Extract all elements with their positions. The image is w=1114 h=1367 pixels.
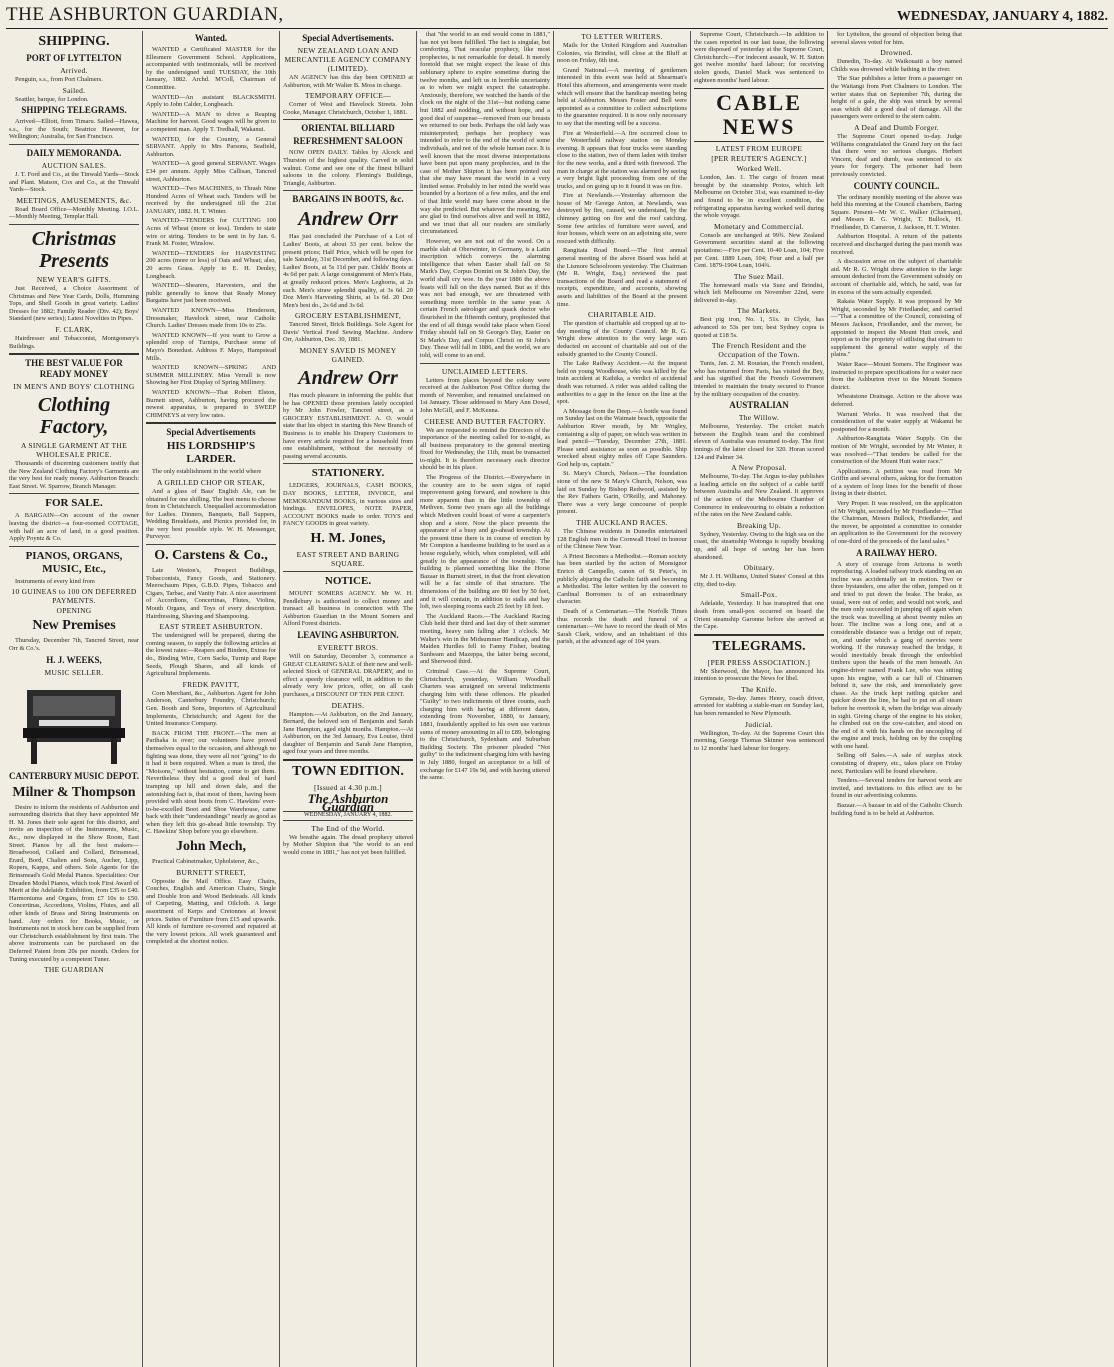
columns — [6, 31, 1108, 1367]
clark-name: F. CLARK, — [55, 324, 93, 334]
wanted-heading: Wanted. — [194, 33, 228, 43]
new-year-gifts-heading: NEW YEAR'S GIFTS. — [36, 274, 112, 284]
knife-heading: The Knife. — [741, 684, 777, 694]
canterbury-depot-heading: CANTERBURY MUSIC DEPOT. — [9, 770, 139, 781]
auction-heading: AUCTION SALES. — [41, 160, 107, 170]
suez-mail-heading: The Suez Mail. — [733, 271, 785, 281]
oriental-billiard-heading: ORIENTAL BILLIARD — [301, 123, 395, 134]
memoranda-heading: DAILY MEMORANDA. — [26, 147, 122, 158]
column-4: that "the world to an end would come in 1881," has not yet been fulfilled. The fact is singular, but comforting. That oracular prophecy, like most prophecies, is not remarkable for detail. It merely foretold that we might expect the lease of this sublunary sphere to expire sometime during the twelve months, and left us in horrible uncertainty as to when we might expect the catastrophe. Anxiously, therefore, we watched the hands of the clock on the night of the 31st—but nothing came but 1882 and nodding, and without hope, and a good deal of suspense—removed from our breasts we returned to our beds. Perhaps the old lady was misinterpreted; perhaps her prophecy was intended to refer to the end of the world of some individuals, and not of the whole human race. It is well known that the most diverse interpretations have been put upon many prophecies, and in the case of Mother Shipton it has been pointed out that she may have meant the world in a very limited sense. Probably in her mind the world was bounded by a horizon of a few miles, and the end of that little world may have come about in the way she predicted. But whatever the meaning, we are glad to find ourselves alive and well in 1882, and we trust that all our readers are similarly circumstanced. However, we are not out of the wood. On a marble slab at Oberwinter, in Germany, is a Latin inscription which conveys the alarming intelligence that when Easter shall fall on St Mark's Day, Corpus Domini on St John's Day, the world shall cry woe. In the year 1886 the above feasts will fall on the days named. But as if this was not bad enough, we are threatened with something more terrible in the same year. A certain French astrologer and quack doctor who flourished in the fifteenth century, prophesied that the end of all things would take place when Good Friday should fall on St George's Day, Easter on St Mark's Day, and Corpus Christi on St John's Day. These will fall in 1886, and the world, we are told, will come to an end. UNCLAIMED LETTERS. Letters from places beyond the colony were received at the Ashburton Post Office during the month of November, and remained unclaimed on 1st January. Those addressed to Mary Ann Dowd, John McGill, and F. McKenna. CHEESE AND BUTTER FACTORY. We are requested to remind the Directors of the importance of the meeting called for to-night, as all business preparatory to the general meeting fixed for Wednesday, the 11th, must be transacted to-night. It is therefore necessary each director should be in his place. The Progress of the District.—Everywhere in the country are to be seen signs of rapid improvement going forward, and nowhere is this more apparent than in the little township of Methven. Some two years ago all the buildings which Methven could boast of were a carpenter's shop and a store. Now the place presents the appearance of a busy and go-ahead township. At the present time there is in course of erection by Mr Compton a handsome building to be used as a house regularly, which, when completed, will add greatly to the appearance of the township. The building is planned something like the Horse Bazaar in Burnett street, in that the front elevation will be a fac simile of that structure. The dimensions of the building are 80 feet by 50 feet, and it will contain, in addition to stalls and hay loft, two sleeping rooms each 25 feet by 18 feet. The Auckland Races.—The Auckland Racing Club held their third and last day of their summer meeting, heavy rain falling after 1 o'clock. Mr Walter's win in the Midsummer Handicap, and the Maiden Hurdles fell to Fanny Fisher, beating Sunbeam and Mazeppa, the latter being second, and Sherwood third. Criminal Case.—At the Supreme Court, Christchurch, yesterday, William Woodhall Charters was arraigned on several indictments charging him with these offences. He pleaded "Guilty" to two indictments of three counts, each charging him with having at different dates, extending from November, 1880, to January, 1881, fraudulently applied to his own use various sums of money amounting in all to £89, belonging to the Christchurch, Sydenham and Suburban Building Society. The prisoner pleaded "Not guilty" to the indictment charging him with having in July 1880, forged an acceptance to a bill of exchange for £147 19s 9d, and with having uttered the same. — [417, 31, 554, 1367]
meetings-heading: MEETINGS, AMUSEMENTS, &c. — [16, 195, 132, 205]
drowned-heading: Drowned. — [880, 48, 913, 58]
mens-clothing-heading: IN MEN'S AND BOYS' CLOTHING — [13, 382, 135, 392]
letter-writers-heading: TO LETTER WRITERS. — [581, 32, 663, 41]
end-of-world-heading: The End of the World. — [311, 823, 385, 833]
loan-agency-heading: NEW ZEALAND LOAN AND MERCANTILE AGENCY COMPANY (LIMITED). — [284, 46, 412, 73]
port-heading: PORT OF LYTTELTON — [26, 53, 122, 63]
unclaimed-letters-heading: UNCLAIMED LETTERS. — [441, 366, 529, 376]
shipping-telegrams-heading: SHIPPING TELEGRAMS. — [21, 105, 127, 116]
arrived-heading: Arrived. — [60, 66, 88, 75]
deaf-dumb-forger-heading: A Deaf and Dumb Forger. — [854, 122, 939, 132]
guardian-dateline: WEDNESDAY, JANUARY 4, 1882. — [283, 811, 413, 821]
column-1: SHIPPING. PORT OF LYTTELTON Arrived. Penguin, s.s., from Port Chalmers. Sailed. Seattler, barque, for London. SHIPPING TELEGRAMS. Arrived—Elliott, from Timaru. Sailed—Hawea, s.s., for the South; Beatrice Hawerer, for Wellington; Australia, for San Francisco. DAILY MEMORANDA. AUCTION SALES. J. T. Ford and Co., at the Tinwald Yards—Stock and Plant. Matson, Cox and Co., at the Tinwald Yards—Stock. MEETINGS, AMUSEMENTS, &c. Road Board Office—Monthly Meeting. I.O.L.—Monthly Meeting, Templar Hall. Christmas Presents NEW YEAR'S GIFTS. Just Received, a Choice Assortment of Christmas and New Year Cards, Dolls, Humming Tops, and Shell Goods in great variety. Ladies' Dresses for 1882; Family Reader (Div. 42); Boys' Standard (new series); Latest Novelties in Pipes. F. CLARK, Hairdresser and Tobacconist, Montgomery's Buildings. THE BEST VALUE FOR READY MONEY IN MEN'S AND BOYS' CLOTHING Clothing Factory, A SINGLE GARMENT AT THE WHOLESALE PRICE. Thousands of discerning customers testify that the New Zealand Clothing Factory's Garments are the very best for ready money. Ashburton Branch: East Street. W. Sparrow, Branch Manager. FOR SALE. A BARGAIN—On account of the owner leaving the district—a four-roomed COTTAGE, with half an acre of land, in a good position. Apply Poyntz & Co. PIANOS, ORGANS, MUSIC, Etc., Instruments of every kind from 10 GUINEAS to 100 ON DEFERRED PAYMENTS. OPENING New Premises Thursday, December 7th, Tancred Street, near Orr & Co.'s. H. J. WEEKS, MUSIC SELLER. CANTERBURY MUSIC DEPOT. Milner & Thompson Desire to inform the residents of Ashburton and surrounding districts that they have appointed Mr H. M. Jones their sole agent for this district, and invite an inspection of the Instruments, Music, &c., now displayed in the Show Room, East Street. Pianos by all the best makers—Broadwood, Collard and Collard, Brinsmead, Erard, Bord, Chalien and Sons, Aucher, Lipp, Ropers, Kapps, and others. Sole Agents for the Brinsmead's Gold Medal Pianos. Specialities: Our Dreaden Model Pianos, which took First Award of Merit at the Adelaide Exhibition, from £35 to £40. Harmoniums and Organs, from £7 10s to £50. Concertinas, Accordions, Violins, Flutes, and all other kinds of Brass and String Instruments on hand. Any orders for Books, Music, or Instruments not in stock here can be supplied from our Christchurch establishment by first train. The above instruments can be purchased on the Deferred Patent from 20s per month. Orders for Tuning executed by a competent Tuner. THE GUARDIAN — [6, 31, 143, 1367]
opening-heading: OPENING — [56, 606, 92, 616]
burnett-street-heading: BURNETT STREET, — [176, 867, 246, 877]
andrew-orr-heading: Andrew Orr — [298, 208, 398, 231]
town-edition-heading: TOWN EDITION. — [292, 764, 404, 780]
charitable-aid-heading: CHARITABLE AID. — [587, 310, 657, 320]
column-3: Special Advertisements. NEW ZEALAND LOAN AND MERCANTILE AGENCY COMPANY (LIMITED). AN AGENCY has this day been OPENED at Ashburton, with Mr Walter B. Moss in charge. TEMPORARY OFFICE— Corner of West and Havelock Streets. John Cooke, Manager. Christchurch, October 1, 1881. ORIENTAL BILLIARD REFRESHMENT SALOON NOW OPEN DAILY. Tables by Alcock and Thurston of the highest quality. Carved in solid walnut. Come and see one of the finest billiard saloons in the colony. Fleming's Buildings, Triangle, Ashburton. BARGAINS IN BOOTS, &c. Andrew Orr Has just concluded the Purchase of a Lot of Ladies' Boots, at about 33 per cent. below the present prices; Half Price, which will be open for sale Saturday, 31st December, and following days. Ladies' Boots, at 5s 11d per pair. Childs' Boots at 4s 6d per pair. A large consignment of Men's Hats, at greatly reduced prices. Men's Leghorns, at 2s each. Men's straw splendid quality, at 3s 6d. 20 Doz Men's Harvesting Shirts, at 1s 6d. 20 Doz Men's best do., 2s 6d and 3s 6d. GROCERY ESTABLISHMENT, Tancred Street, Brick Buildings. Sole Agent for Davis' Vertical Feed Sewing Machine. Andrew Orr, Ashburton, Dec. 30, 1881. MONEY SAVED IS MONEY GAINED. Andrew Orr Has much pleasure in informing the public that he has OPENED those premises lately occupied by Mr John Fowler, Tancred street, as a GROCERY ESTABLISHMENT. A. O. would state that his object in starting this New Branch of Business is to enable his Drapery Customers to have every article required for a household from one establishment, without the necessity of passing several accounts. STATIONERY. LEDGERS, JOURNALS, CASH BOOKS, DAY BOOKS, LETTER, INVOICE, and MEMORANDUM BOOKS, in various sizes and bindings. ENVELOPES, NOTE PAPER, ACCOUNT BOOKS made to order. TOYS and FANCY GOODS in great variety. H. M. Jones, EAST STREET AND BARING SQUARE. NOTICE. MOUNT SOMERS AGENCY. Mr W. H. Pendlebury is authorised to collect money and transact all business in connection with The Ashburton Guardian in the Mount Somers and Alford Forest districts. LEAVING ASHBURTON. EVERETT BROS. Will on Saturday, December 3, commence a GREAT CLEARING SALE of their new and well-selected Stock of GENERAL DRAPERY, and to effect a speedy clearance will, in addition to the already very low prices, offer, on all cash purchases, a DISCOUNT OF TEN PER CENT. DEATHS. Hampton.—At Ashburton, on the 2nd January, Bernard, the beloved son of Benjamin and Sarah Jane Hampton, aged eight months. Hampton.—At Ashburton, on the 3rd January, Eva Louise, third daughter of Benjamin and Sarah Jane Hampton, aged four years and three months. TOWN EDITION. [Issued at 4.30 p.m.] The Ashburton Guardian WEDNESDAY, JANUARY 4, 1882. The End of the World. We breathe again. The dread prophecy uttered by Mother Shipton that "the world to an end would come in 1881," has not yet been fulfilled. — [280, 31, 417, 1367]
french-resident-heading: The French Resident and the Occupation of the Town. — [711, 341, 807, 360]
auckland-races-heading: THE AUCKLAND RACES. — [576, 518, 668, 528]
hm-jones-heading: H. M. Jones, — [310, 530, 386, 546]
column-5: TO LETTER WRITERS. Mails for the United Kingdom and Australian Colonies, via Brindisi, will close at the Bluff at noon on Friday, 6th inst. Grand National.—A meeting of gentlemen interested in this event was held at Shearman's Hotel this afternoon, and arrangements were made which will ensure that the handicap meeting being held at Ashburton. Messrs Foster and Bell were appointed as a committee to collect subscriptions to the guarantee required. It is now only necessary to say that the meeting will be a success. Fire at Westerfield.—A fire occurred close to the Westerfield railway station on Monday evening. It appears that four trucks were standing close to the station, two of them laden with timber for the new works, and a third with firewood. The man in charge at the station was alarmed by seeing a very bright light proceeding from one of the trucks, and on going up to it found it was on fire. Fire at Newlands.—Yesterday afternoon the house of Mr George Anton, at Newlands, was destroyed by fire, caused, we understand, by the chimney getting on fire and the roof catching. Some few articles of furniture were saved, and four houses, which were on an adjoining site, were rescued with difficulty. Rangitata Road Board.—The first annual general meeting of the above Board was held at the Lismore Schoolroom yesterday. The Chairman (Mr R. Wright, Esq.) reviewed the past transactions of the Board and read a statement of receipts, expenditure, and accounts, showing assets and liabilities of the Board at the present time. CHARITABLE AID. The question of charitable aid cropped up at to-day meeting of the County Council. Mr R. G. Wright drew attention to the very large sum deducted on account of charitable aid out of the subsidy granted to the County Council. The Lake Railway Accident.—At the inquest held on young Woodhouse, who was killed by the train accident at Kaihika, a verdict of accidental death was returned. A rider was added calling the authorities to a gap in the fence on the line at the spot. A Message from the Deep.—A bottle was found on Sunday last on the Waimate beach, opposite the Ashburton River mouth, by Mr Wrigley, containing a slip of paper, on which was written in lead pencil—"Tuesday, December 27th, 1881. Please send assistance as soon as possible. Ship wrecked about eighty miles off Cape Saunders. God help us, captain." St. Mary's Church, Nelson.—The foundation stone of the new St Mary's Church, Nelson, was laid on Sunday by Bishop Redwood, assisted by the Rev Fathers Garin, O'Reilly, and Mahoney. There was a very large concourse of people present. THE AUCKLAND RACES. The Chinese residents in Dunedin entertained 128 English men in the Cornwall Hotel in honour of the Chinese New Year. A Priest Becomes a Methodist.—Roman society has been startled by the action of Monsignor Enrico di Campello, canon of St Peter's, in publicly abjuring the Catholic faith and becoming a Methodist. The letter written by the convert to Cardinal Borromeo is of an extraordinary character. Death of a Centenarian.—The Norfolk Times thus records the death and funeral of a centenarian:—We have to record the death of Mrs Sarah Clark, widow, and an inhabitant of this parish, at the advanced age of 104 years. — [554, 31, 691, 1367]
best-value-heading: THE BEST VALUE FOR READY MONEY — [25, 358, 123, 380]
east-street-heading: EAST STREET ASHBURTON. — [159, 622, 263, 632]
sailed-heading: Sailed. — [62, 85, 86, 95]
obituary-heading: Obituary. — [743, 563, 775, 573]
john-mech-heading: John Mech, — [176, 839, 246, 855]
deaths-heading: DEATHS. — [331, 700, 365, 710]
pianos-heading: PIANOS, ORGANS, MUSIC, Etc., — [25, 549, 123, 575]
notice-heading: NOTICE. — [324, 574, 372, 587]
bargains-heading: BARGAINS IN BOOTS, &c. — [292, 194, 404, 205]
shipping-heading: SHIPPING. — [38, 34, 110, 49]
leaving-ashburton-heading: LEAVING ASHBURTON. — [297, 629, 399, 640]
lordships-larder-heading: HIS LORDSHIP'S LARDER. — [166, 440, 256, 466]
column-7: for Lyttelton, the ground of objection being that several slaves voted for him. Drowned. Dunedin, To-day. At Waikouaiti a boy named Childs was drowned while bathing in the river. The Star publishes a letter from a passenger on the Waitangi from Port Chalmers to London. The writer states that on September 7th, during the height of a gale, the ship was struck by several seas which did a good deal of damage. All the passengers were ordered to the stern cabin. A Deaf and Dumb Forger. The Supreme Court opened to-day. Judge Williams congratulated the Grand Jury on the fact that there were no serious charges. Herbert Vincent, deaf and dumb, was sentenced to six years for forgery. The prisoner had been previously convicted. COUNTY COUNCIL. The ordinary monthly meeting of the above was held this morning at the Council chambers, Baring Square. Present—Mr W. C. Walker (Chairman), and Messrs R. G. Wright, T. Bullock, H. Friedlander, D. Cameron, J. Jackson, H. T. Winter. Ashburton Hospital. A return of the patients received and discharged during the past month was received. A discussion arose on the subject of charitable aid. Mr R. G. Wright drew attention to the large amount deducted from the Government subsidy on account of charitable aid, which, he said, was far in excess of the sum actually expended. Rakaia Water Supply. It was proposed by Mr Wright, seconded by Mr Friedlander, and carried—"That a committee of the Council, consisting of Messrs Jackson, Friedlander, and the mover, be appointed to inspect the Mount Hutt creek, and report as to the propriety of utilising that stream to supplement the general water supply of the plains." Water Race—Mount Somers. The Engineer was instructed to prepare specifications for a water race from the Ashburton river to the Mount Somers district. Wheatstone Drainage. Action re the above was deferred. Warrant Works. It was resolved that the consideration of the water supply at Wakanui be postponed for a month. Ashburton-Rangitata Water Supply. On the motion of Mr Wright, seconded by Mr Winter, it was resolved—"That tenders be called for the construction of the Mount Hutt water race." Applications. A petition was read from Mr Griffin and several others, asking for the formation of a system of loop lines for the benefit of those living in their district. Very Proper. It was resolved, on the application of Mr Wright, seconded by Mr Friedlander—"That the Chairman, Messrs Bullock, Friedlander, and the mover, be appointed a committee to consider an application to the Government for the recovery of one-third of the proceeds of the land sales." A RAILWAY HERO. A story of courage from Arizona is worth reproducing. A loaded railway truck standing on an incline was accidentally set in motion. Two or three bystanders, one after the other, jumped on it and tried to put down the brake. The brake, as usual, were out of order, and would not work, and the men only succeeded in jumping off again when the truck was travelling at about twenty miles an hour. The incline was a long one, and at a considerable distance was a bridge out of repair, on, and under which a gang of navvies were working. If the runaway reached the bridge, it would inevitably break through the enfeebled timbers upon the heads of the men beneath. An engine-driver named Frank Lee, who was sitting upon his engine, with a car full of Chinamen behind it, saw the risk, and immediately gave chase. As the truck kept rattling quicker and quicker down the line, he had to put on all steam before he overtook it, when the bridge was already in sight. Giving charge of the engine to his stoker, he climbed out on the cow-catcher, and stood on the end of it with his hands on the uncoupling of the engine and truck, holding on by the coupling with one hand. Selling off Sales.—A sale of surplus stock consisting of drapery, etc., takes place on Friday next. Particulars will be found elsewhere. Tenders.—Several tenders for harvest work are invited, and invitations to this effect are to be found in our advertising columns. Bazaar.—A bazaar in aid of the Catholic Church building fund is to be held at Ashburton. — [831, 31, 962, 817]
new-proposal-heading: A New Proposal. — [731, 463, 787, 473]
cable-news-heading: CABLE NEWS — [694, 88, 824, 142]
grocery-establishment-heading: GROCERY ESTABLISHMENT, — [294, 311, 401, 321]
andrew-orr-heading-2: Andrew Orr — [298, 367, 398, 390]
special-ads-heading-3: Special Advertisements. — [302, 33, 394, 43]
everett-bros-heading: EVERETT BROS. — [317, 642, 379, 652]
masthead — [6, 4, 1108, 29]
monetary-heading: Monetary and Commercial. — [714, 221, 804, 231]
worked-well-heading: Worked Well. — [736, 164, 782, 174]
stationery-heading: STATIONERY. — [311, 467, 385, 480]
newspaper-title: THE ASHBURTON GUARDIAN, — [6, 4, 284, 25]
railway-hero-heading: A RAILWAY HERO. — [856, 547, 937, 558]
for-sale-heading: FOR SALE. — [45, 497, 103, 510]
breaking-up-heading: Breaking Up. — [736, 520, 781, 530]
reuter-agency-heading: [PER REUTER'S AGENCY.] — [711, 154, 807, 164]
town-edition-issued: [Issued at 4.30 p.m.] — [314, 783, 382, 793]
carstens-heading: O. Carstens & Co., — [154, 548, 268, 564]
guardian-footer: THE GUARDIAN — [43, 965, 105, 975]
special-ads-heading: Special Advertisements — [166, 427, 256, 438]
christmas-presents-heading: Christmas Presents — [31, 227, 117, 272]
county-council-heading: COUNTY COUNCIL. — [853, 180, 940, 191]
baring-square-heading: EAST STREET AND BARING SQUARE. — [296, 549, 400, 568]
column-6: Supreme Court, Christchurch.—In addition to the cases reported in our last issue, the following were disposed of yesterday at the Supreme Court, Christchurch:—For indecent assault, W. H. Sutton got twelve months' hard labour; for receiving stolen goods, Daniel Mack was sentenced to eighteen months' hard labour. CABLE NEWS LATEST FROM EUROPE [PER REUTER'S AGENCY.] Worked Well. London, Jan. 1. The cargo of frozen meat brought by the steamship Protos, which left Melbourne on October 31st, was examined to-day and found to be in excellent condition, the refrigerating apparatus having worked well during the whole voyage. Monetary and Commercial. Consols are unchanged at 99¾. New Zealand Government securities stand at the following quotations:—Five per Cent. 10-40 Loan, 104; Five per Cent. 1889 Loan, 104; Four and a half per Cent. 1879-1904 Loan, 104¾. The Suez Mail. The homeward mails via Suez and Brindisi, which left Melbourne on November 22nd, were delivered to-day. The Markets. Best pig iron, No. 1, 51s. in Clyde, has advanced to 53s per ton; best Sydney copra is quoted at £18 5s. The French Resident and the Occupation of the Town. Tunis, Jan. 2. M. Roustan, the French resident, who has returned from Paris, has visited the Bey, and has signified that the French Government intended to maintain the treaty secured to France by the military occupation of the country. AUSTRALIAN The Willow. Melbourne, Yesterday. The cricket match between the English team and the combined eleven of Australia was resumed to-day. The first innings of the latter closed for 320. Horan scored 124 and Palmer 34. A New Proposal. Melbourne, To-day. The Argus to-day publishes a leading article on the subject of a cable tariff between Australia and New Zealand. It approves of the action of the Melbourne Chamber of Commerce in endeavouring to obtain a reduction of the rates on the New Zealand cable. Breaking Up. Sydney, Yesterday. Owing to the high sea on the coast, the steamship Wotonga is rapidly breaking up, and all hope of saving her has been abandoned. Obituary. Mr J. H. Williams, United States' Consul at this city, died to-day. Small-Pox. Adelaide, Yesterday. It has transpired that one death from small-pox occurred on board the Orient steamship Garonne before she arrived at the Cape. TELEGRAMS. [PER PRESS ASSOCIATION.] Mr Sherwood, the Mayor, has announced his intention to prosecute the News for libel. The Knife. Gymnaie, To-day. James Henry, coach driver, arrested for stabbing a stable-man on Sunday last, has been remanded to New Plymouth. Judicial. Wellington, To-day. At the Supreme Court this morning, George Thomas Skinner was sentenced to 12 months' hard labour for forgery. — [691, 31, 828, 1367]
music-seller-heading: MUSIC SELLER. — [44, 667, 104, 677]
press-association-heading: [PER PRESS ASSOCIATION.] — [707, 657, 811, 667]
australian-heading: AUSTRALIAN — [729, 400, 789, 411]
latest-europe-heading: LATEST FROM EUROPE — [715, 144, 803, 154]
refreshment-saloon-heading: REFRESHMENT SALOON — [293, 136, 403, 147]
temporary-office-heading: TEMPORARY OFFICE— — [305, 91, 391, 101]
column-2: Wanted. WANTED a Certificated MASTER for the Ellesmere Government School. Applications, accompanied with testimonials, will be received by the undersigned until TUESDAY, the 10th January, 1882. Archd. M'Coll, Chairman of Committee. WANTED—An assistant BLACKSMITH. Apply to John Calder, Longbeach. WANTED—A MAN to drive a Reaping Machine for harvest. Good wages will be given to a competent man. Apply T. Tredhall, Wakanui. WANTED, for the Country, a General SERVANT. Apply to Mrs Parsons, Seafield, Ashburton. WANTED—A good general SERVANT. Wages £34 per annum. Apply Miss Callisan, Tancred street, Ashburton. WANTED—Two MACHINES, to Thrash Nine Hundred Acres of Wheat each. Tenders will be received by the undersigned till the 21st JANUARY, 1882. H. T. Winter. WANTED—TENDERS for CUTTING 100 Acres of Wheat (more or less). Tenders to state wire or string. Tenders to be sent in by Jan. 6. Frank M. Foster, Winslow. WANTED—TENDERS for HARVESTING 200 acres (more or less) of Oats and Wheat; also, 20 acres Grass. Apply to E. H. Denley, Longbeach. WANTED—Shearers, Harvesters, and the public generally to know that Ready Money Bargains have just been received. WANTED KNOWN—Miss Henderson, Dressmaker, Havelock street, near Catholic Church. Ladies' Dresses made from 10s to 25s. WANTED KNOWN—If you want to Grow a splendid crop of Turnips, Purchase some of Mayo's Bonedust. Address F. Mayo, Hampstead Mills. WANTED KNOWN—SPRING AND SUMMER MILLINERY. Miss Verrall is now Showing her First Display of Spring Millinery. WANTED KNOWN—That Robert Elston, Burnett street, Ashburton, having procured the newest apparatus, is prepared to SWEEP CHIMNEYS at very low rates. Special Advertisements HIS LORDSHIP'S LARDER. The only establishment in the world where A GRILLED CHOP OR STEAK, And a glass of Bass' English Ale, can be obtained for one shilling. The best menu to choose from in Christchurch. Unequalled accommodation for Ladies. Dinners, Banquets, Ball Suppers, Wedding Breakfasts, and Picnics provided for, in the very best possible style. W. H. Messenger, Purveyor. O. Carstens & Co., Late Weston's, Prospect Buildings, Tobacconists, Fancy Goods, and Stationery. Meerschaum Pipes, G.B.D. Pipes, Tobacco and Cigars, Tarbac, and Vanity Fair. A nice assortment of Accordions, Concertinas, Flutes, Violins, Mouth Organs, and Toys of every description. Hairdressing, Shaving and Shampooing. EAST STREET ASHBURTON. The undersigned will be prepared, during the coming season, to supply the following articles at the lowest rates:—Reapers and Binders, Extras for do., Binding Wire, Corn Sacks, Turnip and Rape Seeds, Plough Shares, and all kinds of Agricultural Implements. FREDK PAVITT, Corn Merchant, &c., Ashburton. Agent for John Anderson, Canterbury Foundry, Christchurch; Gen. Booth and Sons, Importers of Agricultural Implements, Christchurch; and Agent for the United Insurance Company. BACK FROM THE FRONT.—The men at Parihaka is over; our volunteers have proved themselves equal to the occasion, and although no fighting was done, they were all not "going" to do it had it been required. When a man is tired, the "Moisons," without hesitation, come to get them. Nevertheless they did a good deal of hard tramping up hill and down dale, and the astonishing fact is, that most of them, having been provided with stout boots from C. Hawkins' ever-to-be-excelled Boot and Shoe Warehouse, came back with their "understandings" nearly as good as when they left this go-ahead little township. Try C. Hawkins' Shop before you go elsewhere. John Mech, Practical Cabinetmaker, Upholsterer, &c., BURNETT STREET, Opposite the Mail Office. Easy Chairs, Couches, English and American Chairs, Single and Double Iron and Wood Bedsteads. All kinds of Carpeting, Matting, and Oilcloth. A large assortment of Kerps and Cretonnes at lowest prices. Suites of Furniture from £15 and upwards. All kinds of furniture re-covered and repaired at the very lowest prices. All work guaranteed and completed at the shortest notice. — [143, 31, 280, 1367]
piano-illustration — [9, 680, 139, 768]
new-premises-heading: New Premises — [32, 618, 116, 634]
cheese-factory-heading: CHEESE AND BUTTER FACTORY. — [424, 416, 546, 426]
telegrams-heading: TELEGRAMS. — [712, 638, 806, 654]
money-saved-heading: MONEY SAVED IS MONEY GAINED. — [299, 346, 397, 365]
issue-date: WEDNESDAY, JANUARY 4, 1882. — [896, 9, 1108, 24]
deferred-heading: 10 GUINEAS to 100 ON DEFERRED PAYMENTS. — [11, 587, 137, 606]
pavitt-name: FREDK PAVITT, — [182, 679, 240, 689]
milner-thompson-heading: Milner & Thompson — [12, 784, 136, 800]
judicial-heading: Judicial. — [745, 719, 773, 729]
single-garment-heading: A SINGLE GARMENT AT THE WHOLESALE PRICE. — [20, 441, 128, 460]
piano-icon — [15, 680, 133, 768]
weeks-name: H. J. WEEKS, — [46, 654, 102, 665]
grilled-chop-heading: A GRILLED CHOP OR STEAK, — [157, 477, 265, 487]
clothing-factory-heading: Clothing Factory, — [37, 394, 111, 439]
markets-heading: The Markets. — [737, 306, 781, 316]
willow-heading: The Willow. — [738, 413, 780, 423]
smallpox-heading: Small-Pox. — [740, 590, 778, 600]
guardian-masthead: The Ashburton Guardian — [307, 791, 389, 814]
